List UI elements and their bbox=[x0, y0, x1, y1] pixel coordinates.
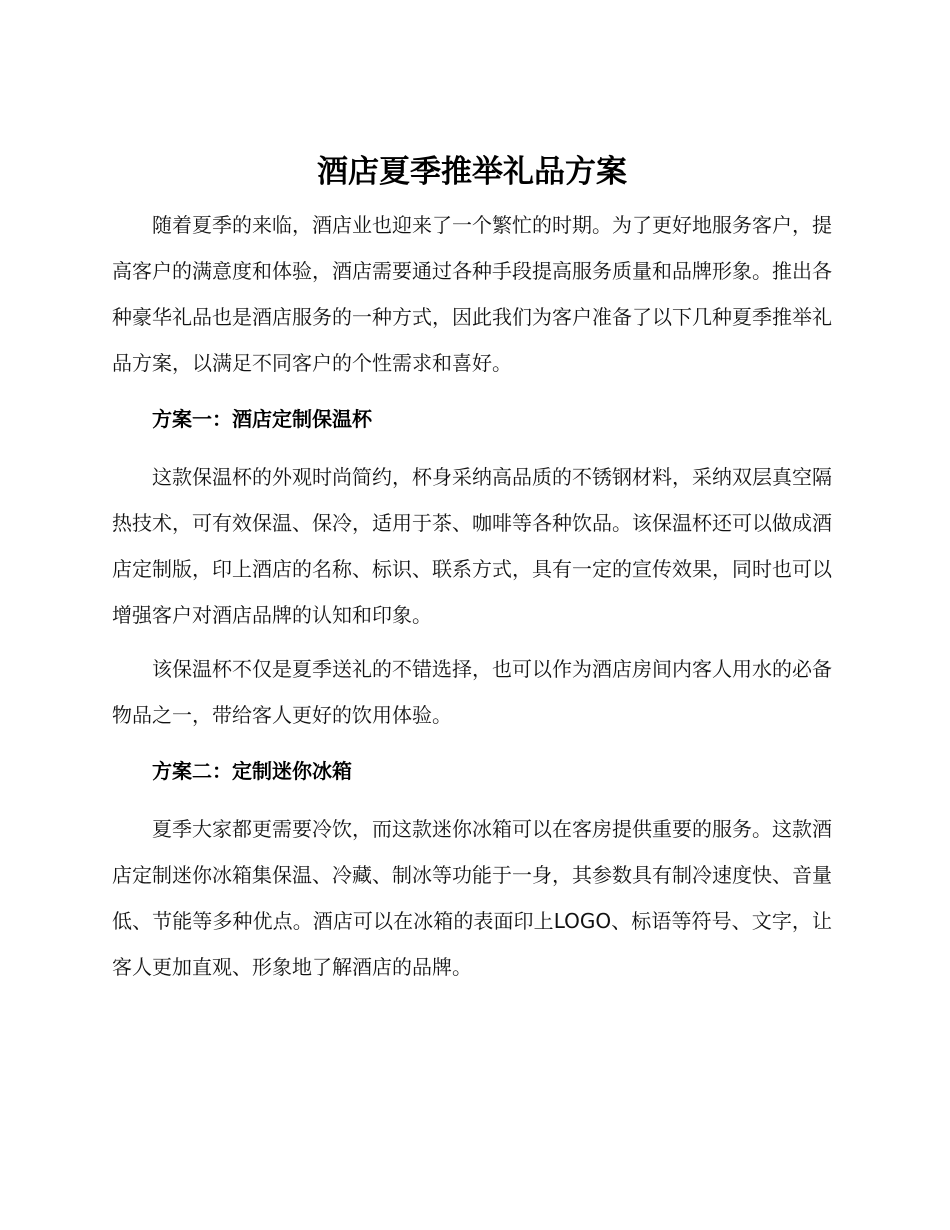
plan-section-1 bbox=[112, 396, 832, 738]
plan-2-paragraph-1: 夏季大家都更需要冷饮，而这款迷你冰箱可以在客房提供重要的服务。这款酒店定制迷你冰箱集保温、冷藏、制冰等功能于一身，其参数具有制冷速度快、音量低、节能等多种优点。酒店可以在冰箱的表面印上LOGO、标语等符号、文字，让客人更加直观、形象地了解酒店的品牌。 bbox=[112, 817, 832, 979]
plan-1-paragraph-2: 该保温杯不仅是夏季送礼的不错选择，也可以作为酒店房间内客人用水的必备物品之一，带给客人更好的饮用体验。 bbox=[112, 657, 832, 727]
plan-1-heading: 方案一：酒店定制保温杯 bbox=[152, 407, 372, 431]
plan-section-2 bbox=[112, 748, 832, 990]
plan-1-paragraph-1: 这款保温杯的外观时尚简约，杯身采纳高品质的不锈钢材料，采纳双层真空隔热技术，可有效保温、保冷，适用于茶、咖啡等各种饮品。该保温杯还可以做成酒店定制版，印上酒店的名称、标识、联系方式，具有一定的宣传效果，同时也可以增强客户对酒店品牌的认知和印象。 bbox=[112, 465, 832, 627]
plan-2-heading: 方案二：定制迷你冰箱 bbox=[152, 759, 352, 783]
document-content bbox=[112, 148, 832, 998]
intro-paragraph: 随着夏季的来临，酒店业也迎来了一个繁忙的时期。为了更好地服务客户，提高客户的满意度和体验，酒店需要通过各种手段提高服务质量和品牌形象。推出各种豪华礼品也是酒店服务的一种方式，因此我们为客户准备了以下几种夏季推举礼品方案，以满足不同客户的个性需求和喜好。 bbox=[112, 213, 832, 375]
page-title: 酒店夏季推举礼品方案 bbox=[317, 154, 627, 190]
